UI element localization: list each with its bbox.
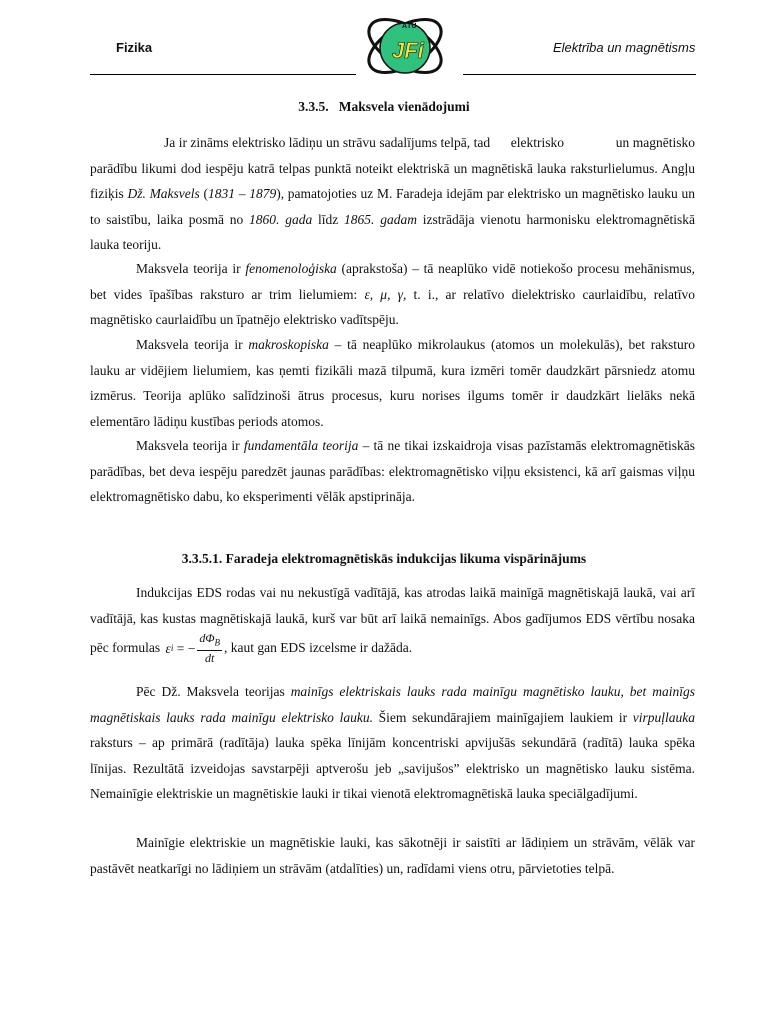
header-rule-left xyxy=(90,74,356,75)
header-right-title: Elektrība un magnētisms xyxy=(553,40,696,55)
svg-text:ĀTU: ĀTU xyxy=(402,23,417,30)
paragraph-independent-fields: Mainīgie elektriskie un magnētiskie lauki, kas sākotnēji ir saistīti ar lādiņiem un strāvām, vēlāk var pastāvēt neatkarīgi no lādiņiem un strāvām (atdalīties) un, radīdami viens otru, pārvietoties telpā. xyxy=(90,835,695,876)
paragraph-intro: Ja ir zināms elektrisko lādiņu un strāvu sadalījums telpā, tad elektrisko un magnētisko parādību likumi dod iespēju katrā telpas punktā noteikt elektriskā un magnētiskā lauka raksturlielumus. Angļu fiziķis Dž. Maksvels (1831 – 1879), pamatojoties uz M. Faradeja idejām par elektrisko un magnētisko lauku un to saistību, laika posmā no 1860. gada līdz 1865. gadam izstrādāja vienotu harmonisku elektromagnētiskā lauka teoriju. xyxy=(90,135,699,252)
emf-formula: ε i = − $\frac{d\Phi_B}{dt}$ xyxy=(165,631,220,666)
header-left-title: Fizika xyxy=(116,40,153,55)
subsection-title: 3.3.5.1. Faradeja elektromagnētiskās indukcijas likuma vispārinājums xyxy=(181,551,587,566)
svg-text:JFi: JFi xyxy=(392,38,424,63)
paragraph-macroscopic: Maksvela teorija ir makroskopiska – tā neaplūko mikrolaukus (atomos un molekulās), bet raksturo lauku ar vidējiem lielumiem, kas ņemti fizikāli mazā tilpumā, kura izmēri tomēr daudzkārt pārsniedz atomu izmērus. Teorija aplūko salīdzinoši ātrus procesus, kuru norises ilgums tomēr ir daudzkārt lielāks nekā elementāro lādiņu kustības periods atomos. xyxy=(90,337,695,429)
paragraph-maxwell-theory: Pēc Dž. Maksvela teorijas mainīgs elektriskais lauks rada mainīgu magnētisko lauku, bet mainīgs magnētiskais lauks rada mainīgu elektrisko lauku. Šiem sekundārajiem mainīgajiem laukiem ir virpuļlauka raksturs – ap primārā (radītāja) lauka spēka līnijām koncentriski apvijušās sekundārā (radītā) lauka spēka līnijas. Rezultātā izveidojas savstarpēji aptverošu jeb „savijušos” elektrisko un magnētisko lauku sistēma. Nemainīgie elektriskie un magnētiskie lauki ir tikai vienotā elektromagnētiskā lauka speciālgadījumi. xyxy=(90,684,695,801)
header-rule-right xyxy=(463,74,696,75)
paragraph-fundamental: Maksvela teorija ir fundamentāla teorija – tā ne tikai izskaidroja visas pazīstamās elektromagnētiskās parādības, bet deva iespēju paredzēt jaunas parādības: elektromagnētisko viļņu eksistenci, kā arī gaismas viļņu elektromagnētisko dabu, ko eksperimenti vēlāk apstiprināja. xyxy=(90,438,695,504)
paragraph-phenomenological: Maksvela teorija ir fenomenoloģiska (aprakstoša) – tā neaplūko vidē notiekošo procesu mehānismus, bet vides īpašības raksturo ar trim lielumiem: ε, μ, γ, t. i., ar relatīvo dielektrisko caurlaidību, relatīvo magnētisko caurlaidību un īpatnējo elektrisko vadītspēju. xyxy=(90,261,695,327)
section-title: 3.3.5. Maksvela vienādojumi xyxy=(298,99,470,114)
paragraph-induction-emf: Indukcijas EDS rodas vai nu nekustīgā vadītājā, kas atrodas laikā mainīgā magnētiskajā laukā, vai arī vadītājā, kas kustas magnētiskajā laukā, kurš var būt arī laikā nemainīgs. Abos gadījumos EDS vērtību nosaka pēc formulas ε i = − $\frac{d\Phi_B}{dt}$ , kaut gan EDS izcelsme ir dažāda. xyxy=(90,585,695,666)
university-logo xyxy=(362,10,448,82)
